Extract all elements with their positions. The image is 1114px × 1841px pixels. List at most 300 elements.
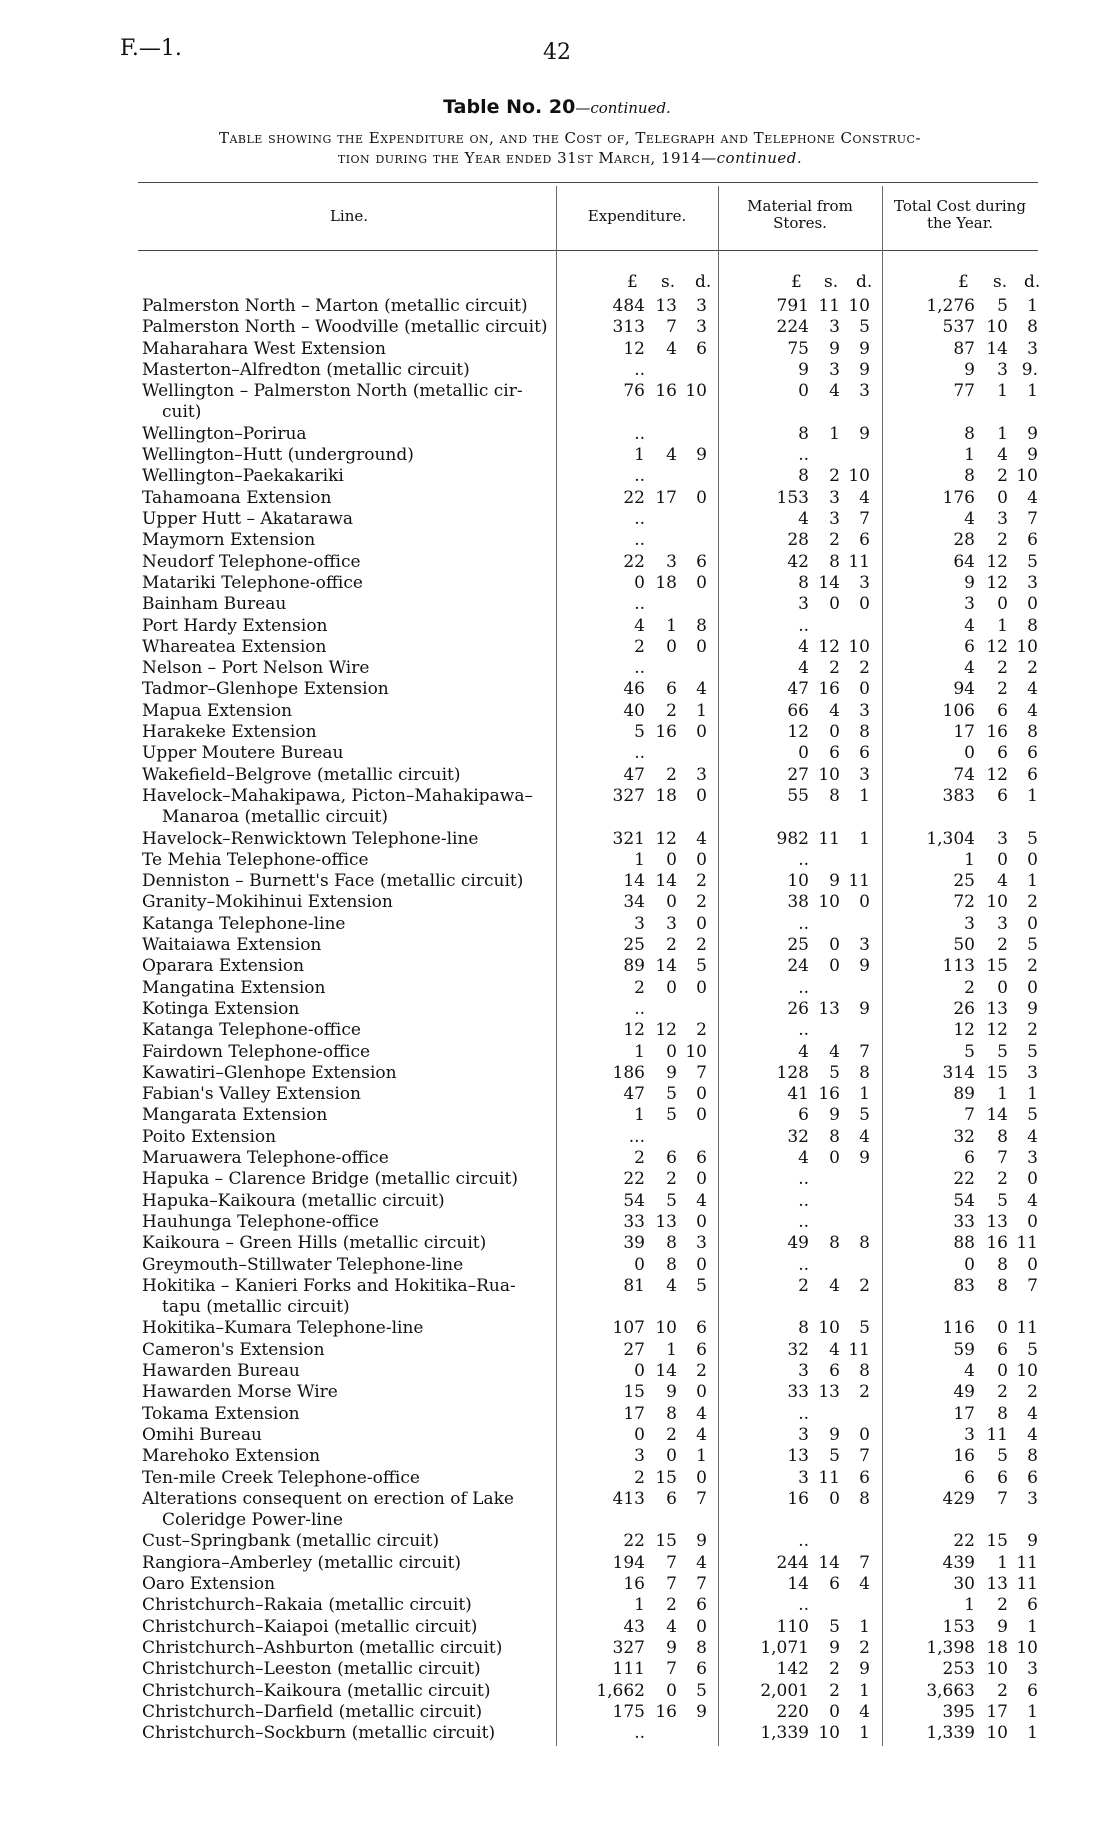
cell-mat-shillings: 0 bbox=[829, 935, 840, 955]
row-line-name: Hauhunga Telephone-office bbox=[142, 1211, 379, 1232]
cell-tot-pounds: 50 bbox=[953, 935, 975, 955]
cell-tot-shillings: 2 bbox=[997, 679, 1008, 700]
caption-line-1: Table showing the Expenditure on, and the Cost of, Telegraph and Telephone Construc- bbox=[218, 129, 922, 147]
cell-mat-pence: 3 bbox=[859, 381, 870, 402]
cell-mat-pounds: 10 bbox=[787, 871, 809, 892]
cell-exp-shillings: 0 bbox=[666, 636, 677, 657]
cell-mat-pounds: 2,001 bbox=[760, 1680, 809, 1701]
row-line-name: Christchurch–Darfield (metallic circuit) bbox=[142, 1701, 483, 1722]
cell-tot-pence: 5 bbox=[1027, 1105, 1038, 1126]
cell-tot-pounds: 3 bbox=[964, 1424, 975, 1445]
cell-exp-pence: 6 bbox=[696, 1339, 707, 1360]
cell-exp-pounds: 22 bbox=[623, 1169, 645, 1190]
cell-tot-shillings: 10 bbox=[986, 892, 1008, 913]
header-rule-bottom bbox=[138, 250, 1038, 251]
column-divider-2 bbox=[718, 186, 719, 1746]
row-line-name: Marehoko Extension bbox=[142, 1446, 321, 1467]
cell-tot-pence: 3 bbox=[1027, 338, 1038, 359]
cell-exp-pounds: 5 bbox=[634, 722, 645, 742]
column-header-material bbox=[718, 198, 882, 232]
cell-tot-pounds: 74 bbox=[953, 764, 975, 785]
cell-mat-pounds: 12 bbox=[787, 722, 809, 742]
cell-exp-shillings: 15 bbox=[655, 1531, 677, 1552]
cell-mat-pence: 4 bbox=[859, 1574, 870, 1594]
cell-exp-pounds: 313 bbox=[612, 317, 645, 338]
cell-mat-pounds: 42 bbox=[787, 551, 809, 572]
cell-exp-pounds: 1 bbox=[634, 1595, 645, 1616]
cell-exp-pence: 6 bbox=[696, 1318, 707, 1339]
cell-mat-pounds: 13 bbox=[787, 1446, 809, 1467]
row-line-name: Palmerston North – Marton (metallic circuit) bbox=[142, 296, 528, 316]
cell-tot-pence: 4 bbox=[1027, 487, 1038, 508]
cell-tot-pence: 2 bbox=[1027, 892, 1038, 913]
cell-tot-pence: 3 bbox=[1027, 1659, 1038, 1680]
cell-tot-pounds: 25 bbox=[953, 871, 975, 892]
cell-exp-pence: 2 bbox=[696, 935, 707, 955]
row-line-name: Neudorf Telephone-office bbox=[142, 551, 361, 572]
cell-mat-pence: 11 bbox=[848, 1339, 870, 1360]
cell-mat-shillings: 0 bbox=[829, 1701, 840, 1722]
cell-tot-shillings: 13 bbox=[986, 1211, 1008, 1232]
cell-tot-pence: 5 bbox=[1027, 1041, 1038, 1062]
cell-mat-pence: 8 bbox=[859, 722, 870, 742]
cell-mat-pence: 6 bbox=[859, 1467, 870, 1488]
cell-mat-pounds: 66 bbox=[787, 700, 809, 721]
cell-exp-pence: 8 bbox=[696, 615, 707, 636]
cell-exp-shillings: 12 bbox=[655, 1020, 677, 1041]
cell-exp-pence: 0 bbox=[696, 849, 707, 870]
cell-mat-pence: 4 bbox=[859, 487, 870, 508]
cell-exp-pounds: 4 bbox=[634, 615, 645, 636]
cell-tot-pence: 4 bbox=[1027, 1126, 1038, 1147]
cell-exp-shillings: 9 bbox=[666, 1062, 677, 1083]
row-line-name: Hapuka–Kaikoura (metallic circuit) bbox=[142, 1190, 445, 1211]
cell-mat-shillings: 13 bbox=[818, 1382, 840, 1403]
cell-tot-pence: 0 bbox=[1027, 1211, 1038, 1232]
cell-tot-pounds: 26 bbox=[953, 998, 975, 1019]
cell-exp-shillings: 2 bbox=[666, 1424, 677, 1445]
cell-tot-shillings: 4 bbox=[997, 445, 1008, 466]
cell-tot-shillings: 5 bbox=[997, 296, 1008, 316]
cell-mat-pence: 8 bbox=[859, 1233, 870, 1254]
cell-mat-pounds: .. bbox=[798, 1254, 809, 1275]
row-line-name: Oparara Extension bbox=[142, 956, 305, 977]
cell-exp-pounds: 2 bbox=[634, 1467, 645, 1488]
row-line-name: Greymouth–Stillwater Telephone-line bbox=[142, 1254, 464, 1275]
cell-mat-pounds: 224 bbox=[776, 317, 809, 338]
cell-tot-shillings: 15 bbox=[986, 956, 1008, 977]
cell-tot-shillings: 10 bbox=[986, 1723, 1008, 1744]
cell-mat-pence: 3 bbox=[859, 764, 870, 785]
cell-tot-pence: 1 bbox=[1027, 381, 1038, 402]
cell-exp-pounds: 111 bbox=[612, 1659, 645, 1680]
cell-tot-shillings: 12 bbox=[986, 636, 1008, 657]
cell-tot-shillings: 2 bbox=[997, 1169, 1008, 1190]
cell-tot-pence: 1 bbox=[1027, 1723, 1038, 1744]
cell-tot-shillings: 11 bbox=[986, 1424, 1008, 1445]
cell-tot-shillings: 2 bbox=[997, 1595, 1008, 1616]
column-header-total bbox=[882, 198, 1038, 232]
cell-mat-shillings: 5 bbox=[829, 1062, 840, 1083]
row-line-name: Wellington–Paekakariki bbox=[142, 466, 344, 487]
cell-tot-pence: 1 bbox=[1027, 785, 1038, 806]
cell-tot-pounds: 253 bbox=[942, 1659, 975, 1680]
cell-exp-pence: 0 bbox=[696, 1211, 707, 1232]
cell-exp-shillings: 8 bbox=[666, 1233, 677, 1254]
cell-tot-pence: 11 bbox=[1016, 1318, 1038, 1339]
cell-exp-pence: 6 bbox=[696, 1659, 707, 1680]
cell-tot-pounds: 87 bbox=[953, 338, 975, 359]
cell-exp-pence: 0 bbox=[696, 722, 707, 742]
column-divider-3 bbox=[882, 186, 883, 1746]
row-line-name: Maymorn Extension bbox=[142, 530, 316, 551]
row-line-name: Havelock–Renwicktown Telephone-line bbox=[142, 828, 479, 849]
cell-mat-pounds: .. bbox=[798, 977, 809, 998]
cell-mat-pounds: 38 bbox=[787, 892, 809, 913]
cell-mat-pence: 0 bbox=[859, 594, 870, 615]
cell-exp-shillings: 4 bbox=[666, 1275, 677, 1296]
cell-exp-shillings: 4 bbox=[666, 445, 677, 466]
cell-tot-pence: 1 bbox=[1027, 1084, 1038, 1105]
cell-mat-shillings: 4 bbox=[829, 1339, 840, 1360]
cell-exp-pounds: 43 bbox=[623, 1616, 645, 1637]
cell-exp-pence: 0 bbox=[696, 1254, 707, 1275]
cell-tot-pounds: 8 bbox=[964, 466, 975, 487]
cell-mat-shillings: 11 bbox=[818, 296, 840, 316]
cell-exp-pounds: 81 bbox=[623, 1275, 645, 1296]
cell-exp-pounds: 12 bbox=[623, 1020, 645, 1041]
cell-exp-pounds: 16 bbox=[623, 1574, 645, 1594]
row-line-name: Masterton–Alfredton (metallic circuit) bbox=[142, 359, 470, 380]
cell-exp-pence: 6 bbox=[696, 551, 707, 572]
cell-tot-pence: 5 bbox=[1027, 551, 1038, 572]
row-line-name: Hawarden Morse Wire bbox=[142, 1382, 338, 1403]
cell-tot-pence: 6 bbox=[1027, 743, 1038, 764]
row-line-name: Harakeke Extension bbox=[142, 722, 317, 742]
cell-tot-shillings: 2 bbox=[997, 530, 1008, 551]
cell-exp-pounds: 47 bbox=[623, 1084, 645, 1105]
cell-tot-pence: 8 bbox=[1027, 317, 1038, 338]
cell-exp-pounds: .. bbox=[634, 466, 645, 487]
cell-mat-pounds: .. bbox=[798, 1169, 809, 1190]
cell-tot-shillings: 18 bbox=[986, 1637, 1008, 1658]
cell-mat-pounds: 3 bbox=[798, 594, 809, 615]
cell-mat-pounds: 28 bbox=[787, 530, 809, 551]
cell-exp-pounds: .. bbox=[634, 594, 645, 615]
cell-mat-pounds: 49 bbox=[787, 1233, 809, 1254]
cell-mat-shillings: 11 bbox=[818, 828, 840, 849]
cell-exp-pence: 7 bbox=[696, 1062, 707, 1083]
column-header-material-line1: Material from bbox=[747, 197, 853, 215]
cell-mat-pence: 6 bbox=[859, 743, 870, 764]
cell-tot-pence: 0 bbox=[1027, 977, 1038, 998]
cell-tot-pounds: 1,398 bbox=[926, 1637, 975, 1658]
cell-tot-pounds: 12 bbox=[953, 1020, 975, 1041]
row-line-continuation: tapu (metallic circuit) bbox=[162, 1297, 350, 1318]
row-line-name: Wellington–Hutt (underground) bbox=[142, 445, 414, 466]
cell-exp-shillings: 2 bbox=[666, 1595, 677, 1616]
cell-mat-shillings: 11 bbox=[818, 1467, 840, 1488]
cell-mat-shillings: 4 bbox=[829, 700, 840, 721]
cell-exp-pence: 4 bbox=[696, 1424, 707, 1445]
cell-tot-pence: 8 bbox=[1027, 1446, 1038, 1467]
cell-tot-pounds: 1,304 bbox=[926, 828, 975, 849]
row-line-name: Wellington – Palmerston North (metallic cir- bbox=[142, 381, 523, 402]
cell-tot-pence: 2 bbox=[1027, 956, 1038, 977]
cell-exp-pounds: .. bbox=[634, 743, 645, 764]
row-line-name: Whareatea Extension bbox=[142, 636, 327, 657]
cell-exp-pence: 4 bbox=[696, 828, 707, 849]
cell-exp-pence: 0 bbox=[696, 636, 707, 657]
cell-tot-pounds: 0 bbox=[964, 1254, 975, 1275]
row-line-name: Palmerston North – Woodville (metallic circuit) bbox=[142, 317, 548, 338]
cell-mat-pounds: 16 bbox=[787, 1488, 809, 1509]
cell-mat-shillings: 8 bbox=[829, 1126, 840, 1147]
row-line-name: Mapua Extension bbox=[142, 700, 293, 721]
cell-exp-shillings: 0 bbox=[666, 1041, 677, 1062]
cell-mat-shillings: 4 bbox=[829, 381, 840, 402]
row-line-name: Katanga Telephone-line bbox=[142, 913, 346, 934]
cell-exp-pounds: 484 bbox=[612, 296, 645, 316]
cell-exp-pence: 1 bbox=[696, 700, 707, 721]
cell-exp-pence: 7 bbox=[696, 1574, 707, 1594]
cell-tot-pounds: 30 bbox=[953, 1574, 975, 1594]
cell-tot-pence: 2 bbox=[1027, 658, 1038, 679]
row-line-name: Upper Hutt – Akatarawa bbox=[142, 509, 354, 529]
column-header-total-line1: Total Cost during bbox=[894, 197, 1026, 215]
cell-tot-shillings: 4 bbox=[997, 871, 1008, 892]
row-line-name: Matariki Telephone-office bbox=[142, 572, 363, 593]
cell-exp-shillings: 8 bbox=[666, 1254, 677, 1275]
cell-mat-pounds: 1,071 bbox=[760, 1637, 809, 1658]
cell-mat-pounds: 8 bbox=[798, 423, 809, 444]
cell-exp-pounds: 3 bbox=[634, 1446, 645, 1467]
cell-tot-pence: 6 bbox=[1027, 1680, 1038, 1701]
row-line-name: Cust–Springbank (metallic circuit) bbox=[142, 1531, 440, 1552]
cell-mat-pence: 3 bbox=[859, 700, 870, 721]
cell-mat-shillings: 2 bbox=[829, 466, 840, 487]
cell-tot-pence: 3 bbox=[1027, 1062, 1038, 1083]
cell-mat-shillings: 10 bbox=[818, 764, 840, 785]
cell-tot-pounds: 17 bbox=[953, 722, 975, 742]
cell-tot-pence: 5 bbox=[1027, 1339, 1038, 1360]
caption-suffix: —continued. bbox=[701, 149, 803, 167]
cell-tot-pence: 11 bbox=[1016, 1233, 1038, 1254]
cell-exp-pence: 10 bbox=[685, 1041, 707, 1062]
cell-tot-pounds: 3 bbox=[964, 594, 975, 615]
cell-mat-pounds: 0 bbox=[798, 381, 809, 402]
cell-exp-shillings: 14 bbox=[655, 1361, 677, 1381]
cell-mat-shillings: 3 bbox=[829, 359, 840, 380]
unit-tot-shilling: s. bbox=[993, 272, 1008, 292]
cell-tot-shillings: 6 bbox=[997, 743, 1008, 764]
page-id: F.—1. bbox=[120, 36, 182, 61]
cell-tot-shillings: 1 bbox=[997, 1084, 1008, 1105]
cell-tot-pounds: 1 bbox=[964, 1595, 975, 1616]
cell-tot-pounds: 3 bbox=[964, 913, 975, 934]
row-line-name: Hawarden Bureau bbox=[142, 1361, 300, 1381]
cell-exp-pounds: 89 bbox=[623, 956, 645, 977]
unit-exp-shilling: s. bbox=[661, 272, 676, 292]
cell-exp-pounds: 186 bbox=[612, 1062, 645, 1083]
column-header-material-line2: Stores. bbox=[773, 214, 827, 232]
cell-mat-pounds: 8 bbox=[798, 572, 809, 593]
cell-mat-pounds: .. bbox=[798, 1531, 809, 1552]
cell-tot-pounds: 22 bbox=[953, 1531, 975, 1552]
cell-mat-pence: 1 bbox=[859, 785, 870, 806]
cell-mat-pounds: 4 bbox=[798, 658, 809, 679]
cell-tot-pounds: 106 bbox=[942, 700, 975, 721]
cell-tot-pounds: 6 bbox=[964, 636, 975, 657]
unit-exp-penny: d. bbox=[695, 272, 712, 292]
cell-mat-pounds: 110 bbox=[776, 1616, 809, 1637]
cell-mat-pounds: .. bbox=[798, 445, 809, 466]
cell-mat-pence: 7 bbox=[859, 1446, 870, 1467]
cell-mat-shillings: 12 bbox=[818, 636, 840, 657]
cell-mat-shillings: 5 bbox=[829, 1446, 840, 1467]
cell-mat-pence: 7 bbox=[859, 1041, 870, 1062]
cell-exp-shillings: 13 bbox=[655, 1211, 677, 1232]
cell-tot-pence: 11 bbox=[1016, 1574, 1038, 1594]
cell-mat-pounds: 128 bbox=[776, 1062, 809, 1083]
cell-mat-shillings: 10 bbox=[818, 1318, 840, 1339]
cell-exp-shillings: 3 bbox=[666, 551, 677, 572]
cell-tot-pence: 9 bbox=[1027, 998, 1038, 1019]
cell-tot-shillings: 6 bbox=[997, 1339, 1008, 1360]
cell-tot-shillings: 15 bbox=[986, 1531, 1008, 1552]
cell-tot-shillings: 3 bbox=[997, 359, 1008, 380]
cell-mat-shillings: 3 bbox=[829, 487, 840, 508]
row-line-name: Upper Moutere Bureau bbox=[142, 743, 344, 764]
cell-exp-shillings: 7 bbox=[666, 317, 677, 338]
cell-exp-shillings: 6 bbox=[666, 679, 677, 700]
row-line-name: Christchurch–Sockburn (metallic circuit) bbox=[142, 1723, 496, 1744]
cell-mat-pence: 8 bbox=[859, 1488, 870, 1509]
cell-mat-shillings: 14 bbox=[818, 1552, 840, 1573]
cell-exp-pounds: 22 bbox=[623, 1531, 645, 1552]
table-title-text: Table No. 20 bbox=[443, 96, 576, 118]
cell-mat-pounds: 982 bbox=[776, 828, 809, 849]
cell-tot-pence: 3 bbox=[1027, 1488, 1038, 1509]
cell-tot-pounds: 3,663 bbox=[926, 1680, 975, 1701]
cell-mat-pounds: 2 bbox=[798, 1275, 809, 1296]
cell-exp-pounds: 54 bbox=[623, 1190, 645, 1211]
cell-mat-shillings: 1 bbox=[829, 423, 840, 444]
cell-tot-pence: 9 bbox=[1027, 445, 1038, 466]
row-line-name: Cameron's Extension bbox=[142, 1339, 325, 1360]
cell-tot-pence: 6 bbox=[1027, 1595, 1038, 1616]
cell-tot-pounds: 1 bbox=[964, 445, 975, 466]
row-line-name: Rangiora–Amberley (metallic circuit) bbox=[142, 1552, 462, 1573]
cell-mat-pence: 2 bbox=[859, 1275, 870, 1296]
cell-tot-pounds: 49 bbox=[953, 1382, 975, 1403]
cell-tot-pence: 1 bbox=[1027, 871, 1038, 892]
cell-tot-pence: 11 bbox=[1016, 1552, 1038, 1573]
cell-tot-pence: 4 bbox=[1027, 679, 1038, 700]
cell-mat-pence: 3 bbox=[859, 935, 870, 955]
cell-tot-pence: 8 bbox=[1027, 722, 1038, 742]
column-header-line: Line. bbox=[329, 207, 369, 225]
cell-mat-pounds: 55 bbox=[787, 785, 809, 806]
cell-exp-pounds: 33 bbox=[623, 1211, 645, 1232]
cell-tot-pounds: 429 bbox=[942, 1488, 975, 1509]
cell-tot-pounds: 64 bbox=[953, 551, 975, 572]
row-line-name: Wellington–Porirua bbox=[142, 423, 307, 444]
cell-tot-shillings: 2 bbox=[997, 1382, 1008, 1403]
cell-exp-pence: 4 bbox=[696, 1190, 707, 1211]
table-title-suffix: —continued. bbox=[575, 99, 671, 117]
cell-exp-pence: 9 bbox=[696, 1701, 707, 1722]
cell-exp-pounds: 1,662 bbox=[596, 1680, 645, 1701]
cell-tot-pence: 7 bbox=[1027, 1275, 1038, 1296]
cell-exp-pounds: 194 bbox=[612, 1552, 645, 1573]
cell-mat-pence: 9 bbox=[859, 1659, 870, 1680]
cell-exp-pounds: 0 bbox=[634, 1424, 645, 1445]
cell-exp-pence: 3 bbox=[696, 317, 707, 338]
cell-exp-pence: 3 bbox=[696, 296, 707, 316]
cell-tot-shillings: 12 bbox=[986, 551, 1008, 572]
cell-tot-pence: 5 bbox=[1027, 935, 1038, 955]
cell-mat-pence: 5 bbox=[859, 1318, 870, 1339]
cell-tot-shillings: 9 bbox=[997, 1616, 1008, 1637]
cell-exp-pence: 1 bbox=[696, 1446, 707, 1467]
cell-mat-pence: 1 bbox=[859, 1723, 870, 1744]
cell-exp-pounds: .. bbox=[634, 658, 645, 679]
cell-exp-pence: 9 bbox=[696, 445, 707, 466]
cell-mat-shillings: 6 bbox=[829, 1574, 840, 1594]
cell-tot-pounds: 32 bbox=[953, 1126, 975, 1147]
cell-exp-pounds: 39 bbox=[623, 1233, 645, 1254]
cell-exp-shillings: 6 bbox=[666, 1488, 677, 1509]
cell-exp-pounds: 107 bbox=[612, 1318, 645, 1339]
cell-mat-shillings: 10 bbox=[818, 892, 840, 913]
cell-tot-pence: 0 bbox=[1027, 1254, 1038, 1275]
cell-mat-shillings: 16 bbox=[818, 1084, 840, 1105]
cell-exp-shillings: 0 bbox=[666, 849, 677, 870]
cell-exp-pounds: 413 bbox=[612, 1488, 645, 1509]
cell-exp-pence: 4 bbox=[696, 679, 707, 700]
cell-mat-pounds: .. bbox=[798, 1020, 809, 1041]
cell-exp-shillings: 18 bbox=[655, 785, 677, 806]
cell-mat-pence: 5 bbox=[859, 317, 870, 338]
cell-mat-shillings: 9 bbox=[829, 1105, 840, 1126]
cell-exp-pounds: .. bbox=[634, 530, 645, 551]
cell-exp-shillings: 4 bbox=[666, 1616, 677, 1637]
cell-exp-pence: 3 bbox=[696, 1233, 707, 1254]
cell-mat-pounds: 47 bbox=[787, 679, 809, 700]
cell-exp-pounds: 2 bbox=[634, 1148, 645, 1168]
cell-exp-pence: 9 bbox=[696, 1531, 707, 1552]
cell-mat-pounds: 220 bbox=[776, 1701, 809, 1722]
cell-tot-shillings: 17 bbox=[986, 1701, 1008, 1722]
cell-mat-pounds: 4 bbox=[798, 1148, 809, 1168]
cell-tot-pence: 6 bbox=[1027, 530, 1038, 551]
cell-exp-pounds: 17 bbox=[623, 1403, 645, 1424]
cell-exp-pounds: 27 bbox=[623, 1339, 645, 1360]
cell-mat-pounds: 0 bbox=[798, 743, 809, 764]
cell-exp-pence: 5 bbox=[696, 1680, 707, 1701]
cell-tot-pounds: 395 bbox=[942, 1701, 975, 1722]
cell-tot-pence: 0 bbox=[1027, 1169, 1038, 1190]
header-rule-top bbox=[138, 182, 1038, 183]
cell-exp-pounds: 40 bbox=[623, 700, 645, 721]
cell-exp-pence: 10 bbox=[685, 381, 707, 402]
page-number: 42 bbox=[543, 40, 571, 65]
cell-tot-shillings: 2 bbox=[997, 658, 1008, 679]
row-line-name: Christchurch–Kaikoura (metallic circuit) bbox=[142, 1680, 491, 1701]
cell-exp-pence: 4 bbox=[696, 1552, 707, 1573]
cell-exp-pounds: 22 bbox=[623, 487, 645, 508]
